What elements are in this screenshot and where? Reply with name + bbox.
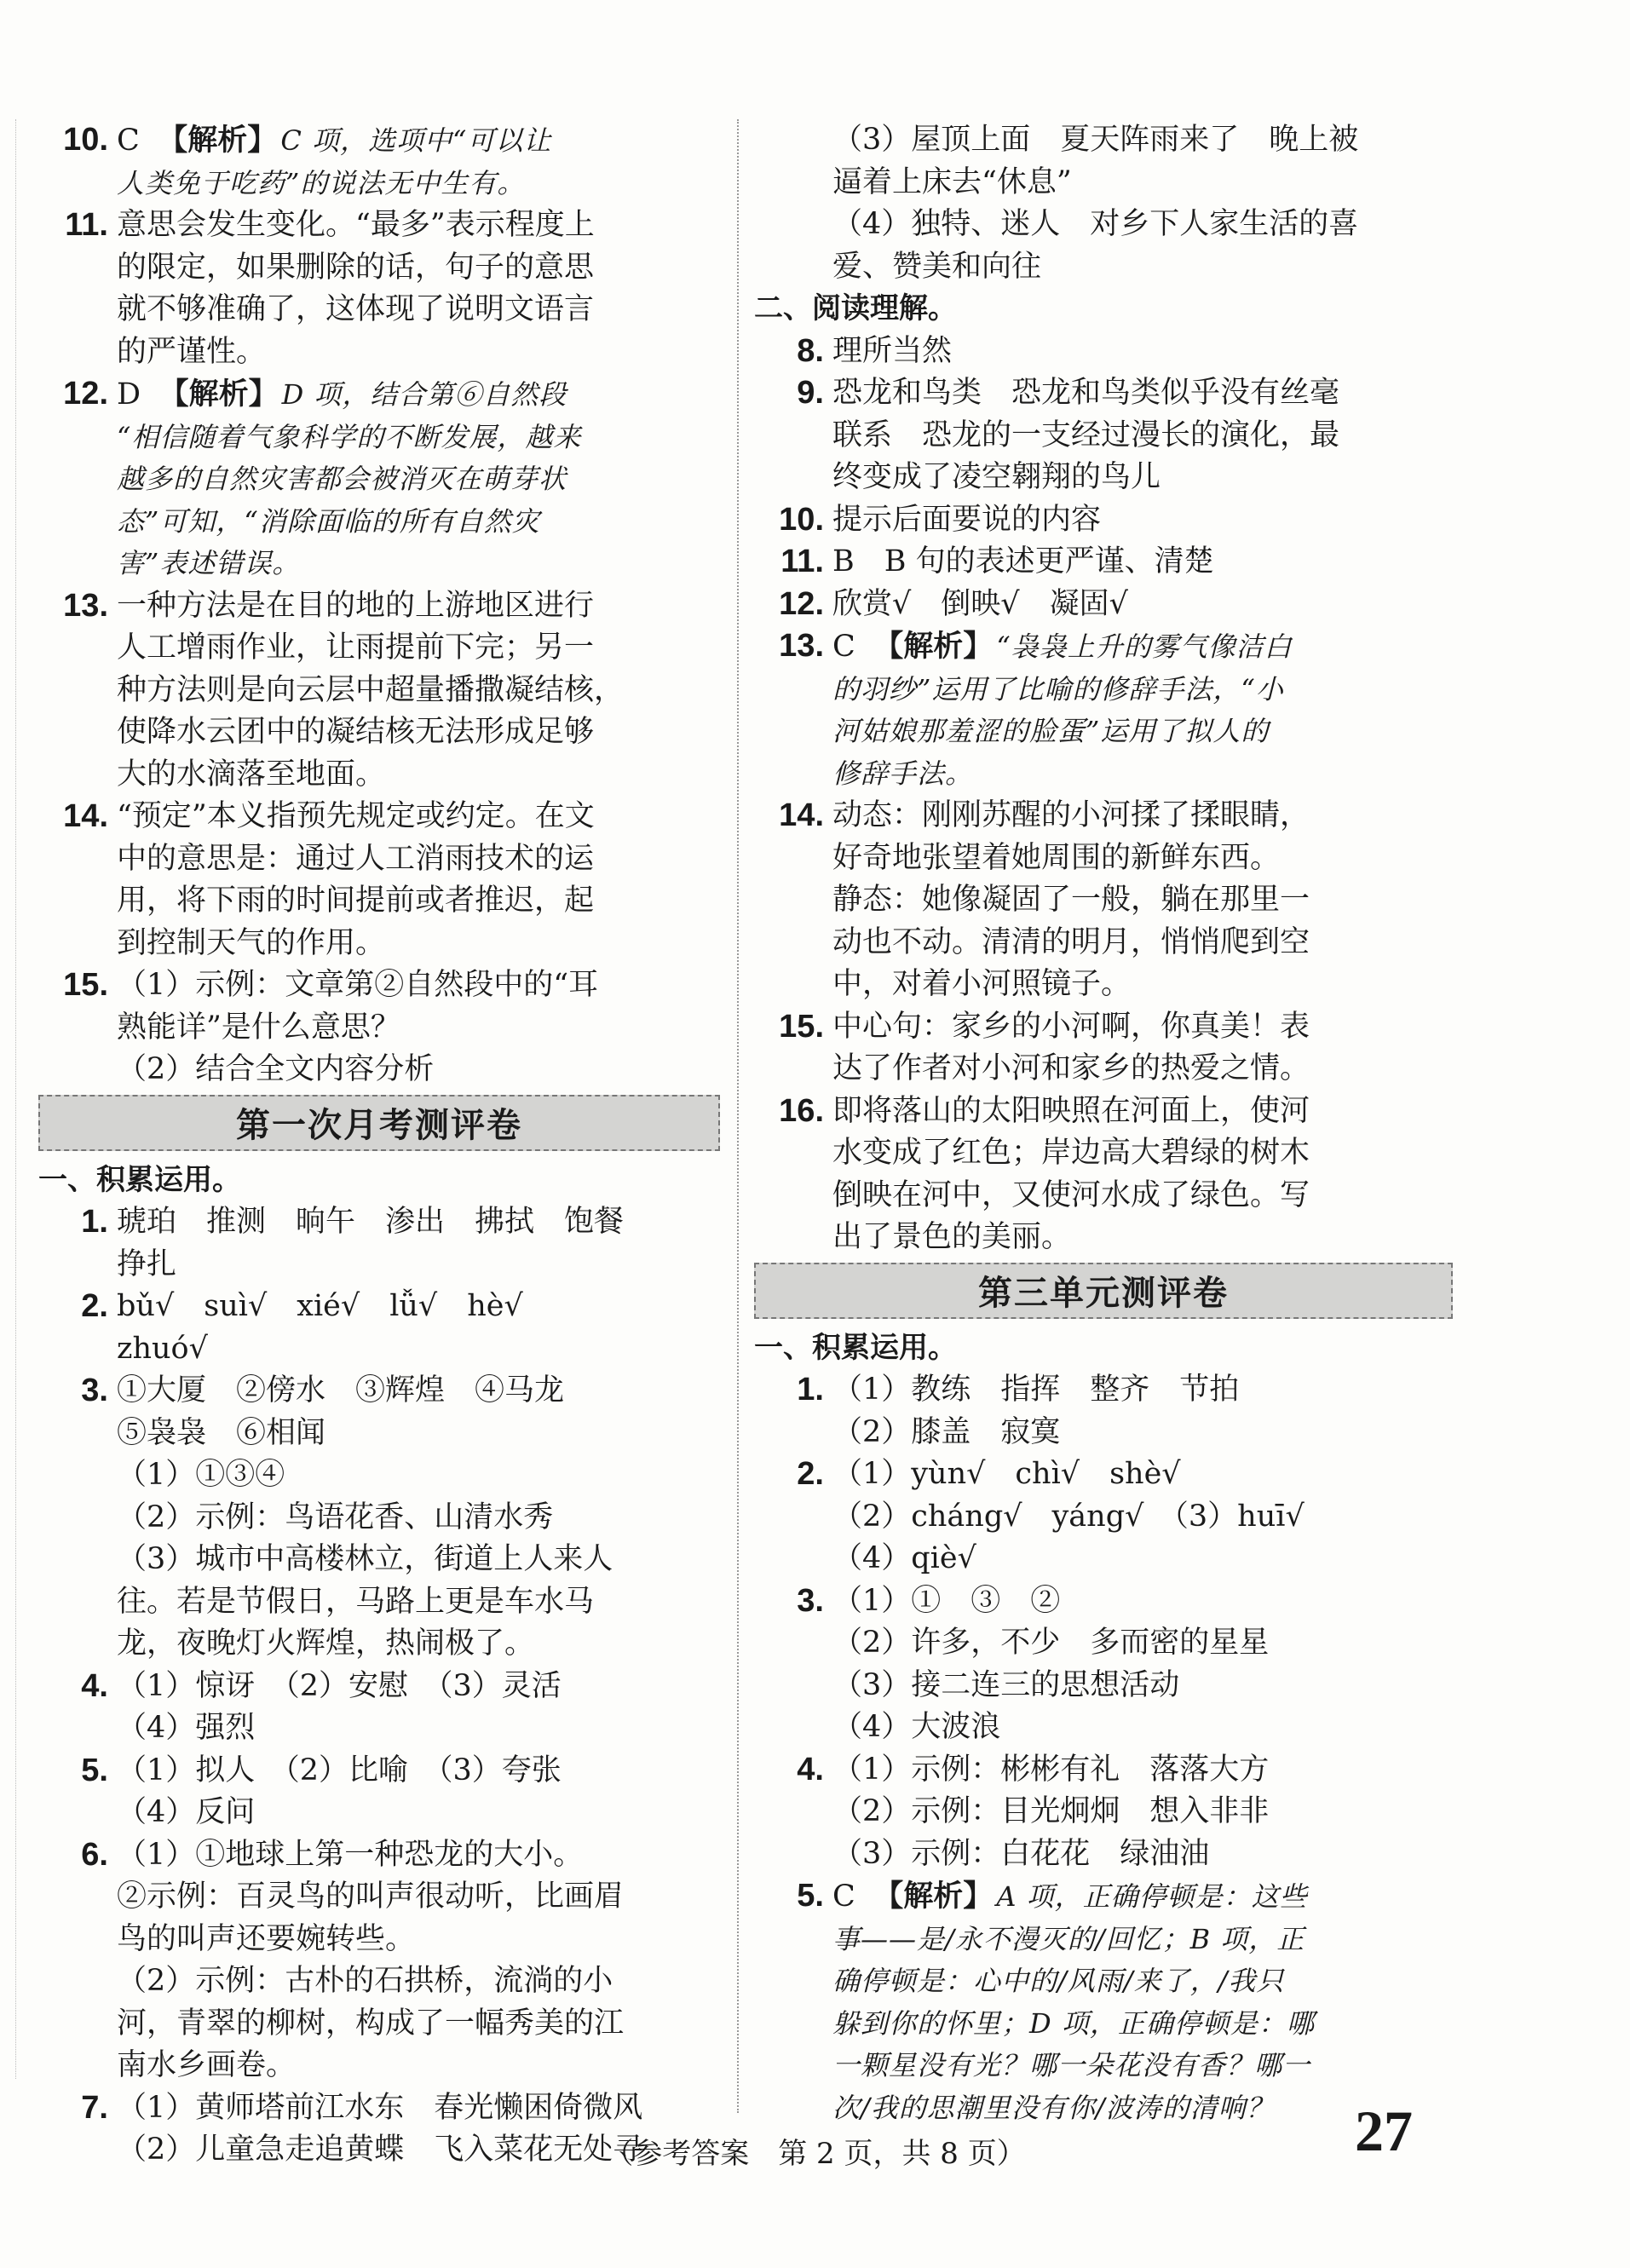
item-continuation: （2）示例：目光炯炯 想入非非: [832, 1794, 1270, 1828]
answer-item: [754, 1091, 1453, 1133]
item-continuation: 人类免于吃药”的说法无中生有。: [117, 166, 526, 199]
item-continuation: zhuó√: [117, 1331, 208, 1366]
item-text: “预定”本义指预先规定或约定。在文: [117, 799, 595, 833]
item-continuation: 确停顿是：心中的/风雨/来了，/我只: [832, 1965, 1285, 1997]
item-continuation: 修辞手法。: [832, 757, 974, 790]
item-continuation: 一颗星没有光？哪一朵花没有香？哪一: [832, 2049, 1311, 2081]
item-text: （1）①地球上第一种恐龙的大小。: [117, 1837, 584, 1872]
section-heading: 二、阅读理解。: [754, 292, 957, 325]
answer-item: [754, 584, 1453, 626]
item-continuation: 态”可知，“消除面临的所有自然灾: [117, 504, 540, 538]
answer-item: [38, 585, 720, 628]
item-text: [117, 373, 720, 417]
section-heading: 一、积累运用。: [754, 1331, 957, 1364]
item-number: 6.: [81, 1836, 108, 1873]
item-text: 动态：刚刚苏醒的小河揉了揉眼睛，: [832, 798, 1310, 832]
item-number: 7.: [81, 2089, 108, 2126]
item-number: 15.: [63, 967, 108, 1003]
answer-item: [38, 1750, 720, 1793]
answer-item: [754, 795, 1453, 838]
item-continuation: 挣扎: [117, 1246, 177, 1281]
answer-letter: C: [117, 124, 140, 158]
answer-item: [754, 331, 1453, 373]
item-continuation: （4）大波浪: [832, 1710, 1001, 1744]
item-continuation: 人工增雨作业，让雨提前下完；另一: [117, 630, 595, 665]
item-text: B B 句的表述更严谨、清楚: [832, 544, 1214, 579]
item-continuation: （2）许多，不少 多而密的星星: [832, 1626, 1270, 1660]
item-continuation: （3）屋顶上面 夏天阵雨来了 晚上被: [832, 123, 1359, 157]
item-text: （1）惊讶 （2）安慰 （3）灵活: [117, 1668, 562, 1703]
item-continuation: 事——是/永不漫灭的/回忆；B 项，正: [832, 1922, 1305, 1955]
item-continuation: 越多的自然灾害都会被消灭在萌芽状: [117, 463, 567, 495]
item-text: （1）示例：文章第②自然段中的“耳: [117, 968, 599, 1002]
item-text: 欣赏√ 倒映√ 凝固√: [832, 586, 1128, 621]
item-text: [832, 1875, 1453, 1919]
item-continuation: 达了作者对小河和家乡的热爱之情。: [832, 1051, 1310, 1085]
item-continuation: 终变成了凌空翱翔的鸟儿: [832, 460, 1161, 494]
item-continuation: 熟能详”是什么意思？: [117, 1010, 400, 1045]
item-continuation: 往。若是节假日，马路上更是车水马: [117, 1584, 595, 1619]
item-continuation: 的羽纱”运用了比喻的修辞手法，“小: [832, 672, 1284, 705]
answer-item: [38, 964, 720, 1007]
answer-item: [38, 1370, 720, 1413]
item-continuation: （3）示例：白花花 绿油油: [832, 1836, 1210, 1871]
item-text: （1）yùn√ chì√ shè√: [832, 1457, 1181, 1491]
item-text: （1）教练 指挥 整齐 节拍: [832, 1373, 1240, 1407]
item-continuation: （2）示例：古朴的石拱桥，流淌的小: [117, 1964, 613, 1998]
item-number: 4.: [797, 1751, 824, 1787]
item-continuation: 大的水滴落至地面。: [117, 757, 386, 791]
answer-letter: C: [832, 1879, 855, 1914]
item-number: 13.: [63, 587, 108, 624]
right-column: [754, 119, 1453, 2129]
answer-item: [754, 499, 1453, 542]
margin-rule: [15, 119, 16, 2079]
answer-item: [754, 1369, 1453, 1412]
analysis-text: A 项，正确停顿是：这些: [996, 1880, 1308, 1913]
item-continuation: 逼着上床去“休息”: [832, 164, 1072, 199]
analysis-tag: 【解析】: [888, 1879, 994, 1914]
answer-item: [754, 1875, 1453, 1919]
item-text: 意思会发生变化。“最多”表示程度上: [117, 208, 595, 242]
item-continuation: ②示例：百灵鸟的叫声很动听，比画眉: [117, 1879, 625, 1914]
item-continuation: （4）强烈: [117, 1711, 256, 1745]
item-text: [117, 119, 720, 163]
analysis-text: D 项，结合第⑥自然段: [281, 378, 567, 411]
item-continuation: 次/我的思潮里没有你/波涛的清响？: [832, 2091, 1275, 2124]
item-continuation: 联系 恐龙的一支经过漫长的演化，最: [832, 417, 1340, 452]
item-number: 5.: [81, 1752, 108, 1788]
answer-item: [754, 541, 1453, 584]
item-continuation: 龙，夜晚灯火辉煌，热闹极了。: [117, 1626, 535, 1661]
item-number: 3.: [81, 1373, 108, 1408]
item-number: 14.: [779, 797, 824, 833]
item-text: （1）① ③ ②: [832, 1583, 1061, 1618]
answer-item: [754, 1580, 1453, 1623]
item-continuation: 中的意思是：通过人工消雨技术的运: [117, 841, 595, 876]
item-text: bǔ√ suì√ xié√ lǚ√ hè√: [117, 1289, 523, 1323]
item-number: 8.: [797, 332, 824, 369]
answer-item: [38, 373, 720, 417]
page-number: 27: [1355, 2098, 1413, 2163]
left-column: [38, 119, 720, 2172]
item-continuation: 害”表述错误。: [117, 547, 301, 579]
item-text: （1）拟人 （2）比喻 （3）夸张: [117, 1753, 562, 1787]
answer-letter: D: [117, 377, 141, 412]
section-heading: 一、积累运用。: [38, 1163, 241, 1196]
item-continuation: 出了景色的美丽。: [832, 1220, 1072, 1254]
section-banner: 第三单元测评卷: [754, 1263, 1453, 1319]
item-continuation: （4）独特、迷人 对乡下人家生活的喜: [832, 207, 1359, 241]
item-number: 2.: [797, 1456, 824, 1492]
item-number: 11.: [780, 544, 824, 579]
item-continuation: （2）儿童急走追黄蝶 飞入菜花无处寻: [117, 2133, 643, 2167]
item-text: 提示后面要说的内容: [832, 502, 1102, 537]
item-continuation: （4）qiè√: [832, 1541, 976, 1575]
answer-item: [754, 1006, 1453, 1049]
item-number: 15.: [779, 1008, 824, 1045]
item-number: 13.: [779, 628, 824, 664]
item-continuation: 动也不动。清清的明月，悄悄爬到空: [832, 924, 1310, 959]
item-continuation: 使降水云团中的凝结核无法形成足够: [117, 715, 595, 749]
item-continuation: 倒映在河中，又使河水成了绿色。写: [832, 1177, 1310, 1212]
item-continuation: （2）cháng√ yáng√ （3）huī√: [832, 1499, 1305, 1534]
item-number: 10.: [779, 501, 824, 538]
answer-item: [38, 1666, 720, 1708]
answer-item: [38, 2087, 720, 2130]
item-number: 14.: [63, 798, 108, 834]
answer-item: [38, 796, 720, 838]
analysis-text: “袅袅上升的雾气像洁白: [996, 630, 1293, 663]
item-text: （1）黄师塔前江水东 春光懒困倚微风: [117, 2090, 643, 2125]
item-text: 中心句：家乡的小河啊，你真美！表: [832, 1009, 1310, 1044]
item-continuation: “相信随着气象科学的不断发展，越来: [117, 420, 582, 453]
answer-item: [754, 372, 1453, 415]
item-number: 3.: [797, 1582, 824, 1619]
answer-letter: C: [832, 630, 855, 664]
item-number: 12.: [63, 376, 108, 412]
item-continuation: 河，青翠的柳树，构成了一幅秀美的江: [117, 2006, 625, 2041]
item-continuation: （1）①③④: [117, 1458, 285, 1492]
item-number: 1.: [81, 1204, 108, 1240]
item-text: [832, 625, 1453, 669]
item-continuation: 就不够准确了，这体现了说明文语言: [117, 292, 595, 326]
item-continuation: （2）膝盖 寂寞: [832, 1414, 1061, 1449]
column-divider: [737, 119, 739, 2113]
item-number: 11.: [65, 207, 108, 243]
answer-item: [38, 204, 720, 247]
page-footer: （参考答案 第 2 页，共 8 页）: [604, 2137, 1026, 2171]
item-continuation: 中，对着小河照镜子。: [832, 967, 1132, 1001]
analysis-tag: 【解析】: [174, 377, 279, 412]
item-continuation: （2）结合全文内容分析: [117, 1052, 435, 1086]
item-number: 4.: [81, 1667, 108, 1704]
item-continuation: 的限定，如果删除的话，句子的意思: [117, 250, 595, 285]
item-text: 即将落山的太阳映照在河面上，使河: [832, 1093, 1310, 1128]
item-text: 琥珀 推测 晌午 渗出 拂拭 饱餐: [117, 1205, 625, 1239]
item-continuation: 用，将下雨的时间提前或者推迟，起: [117, 884, 595, 918]
item-text: 一种方法是在目的地的上游地区进行: [117, 588, 595, 623]
item-continuation: （2）示例：鸟语花香、山清水秀: [117, 1500, 554, 1534]
answer-item: [38, 1834, 720, 1877]
item-continuation: 躲到你的怀里；D 项，正确停顿是：哪: [832, 2006, 1315, 2040]
item-continuation: 的严谨性。: [117, 334, 267, 369]
item-continuation: （3）接二连三的思想活动: [832, 1667, 1180, 1702]
answer-item: [754, 625, 1453, 669]
item-number: 10.: [63, 122, 108, 158]
item-continuation: 静态：她像凝固了一般，躺在那里一: [832, 883, 1310, 917]
answer-item: [38, 1201, 720, 1244]
item-continuation: 种方法则是向云层中超量播撒凝结核，: [117, 672, 625, 707]
item-number: 5.: [797, 1878, 824, 1914]
section-banner: 第一次月考测评卷: [38, 1095, 720, 1151]
item-number: 12.: [779, 585, 824, 622]
item-continuation: 爱、赞美和向往: [832, 249, 1042, 284]
item-text: 恐龙和鸟类 恐龙和鸟类似乎没有丝毫: [832, 376, 1340, 410]
answer-item: [754, 1749, 1453, 1792]
item-continuation: （3）城市中高楼林立，街道上人来人: [117, 1542, 613, 1576]
analysis-text: C 项，选项中“可以让: [280, 124, 552, 157]
item-continuation: 鸟的叫声还要婉转些。: [117, 1921, 416, 1956]
item-continuation: 水变成了红色；岸边高大碧绿的树木: [832, 1136, 1310, 1170]
analysis-tag: 【解析】: [888, 629, 994, 664]
item-number: 16.: [779, 1092, 824, 1129]
item-continuation: ⑤袅袅 ⑥相闻: [117, 1415, 326, 1450]
analysis-tag: 【解析】: [172, 123, 278, 158]
item-continuation: 南水乡画卷。: [117, 2048, 297, 2082]
answer-item: [38, 1286, 720, 1328]
item-text: ①大厦 ②傍水 ③辉煌 ④马龙: [117, 1373, 565, 1407]
item-number: 2.: [81, 1288, 108, 1324]
item-continuation: 到控制天气的作用。: [117, 925, 386, 960]
item-number: 1.: [797, 1372, 824, 1407]
answer-item: [754, 1453, 1453, 1496]
item-continuation: （4）反问: [117, 1795, 256, 1829]
item-number: 9.: [797, 375, 824, 411]
item-continuation: 好奇地张望着她周围的新鲜东西。: [832, 840, 1281, 875]
item-continuation: 河姑娘那羞涩的脸蛋”运用了拟人的: [832, 715, 1270, 747]
item-text: （1）示例：彬彬有礼 落落大方: [832, 1752, 1270, 1787]
answer-item: [38, 119, 720, 163]
item-text: 理所当然: [832, 333, 953, 368]
